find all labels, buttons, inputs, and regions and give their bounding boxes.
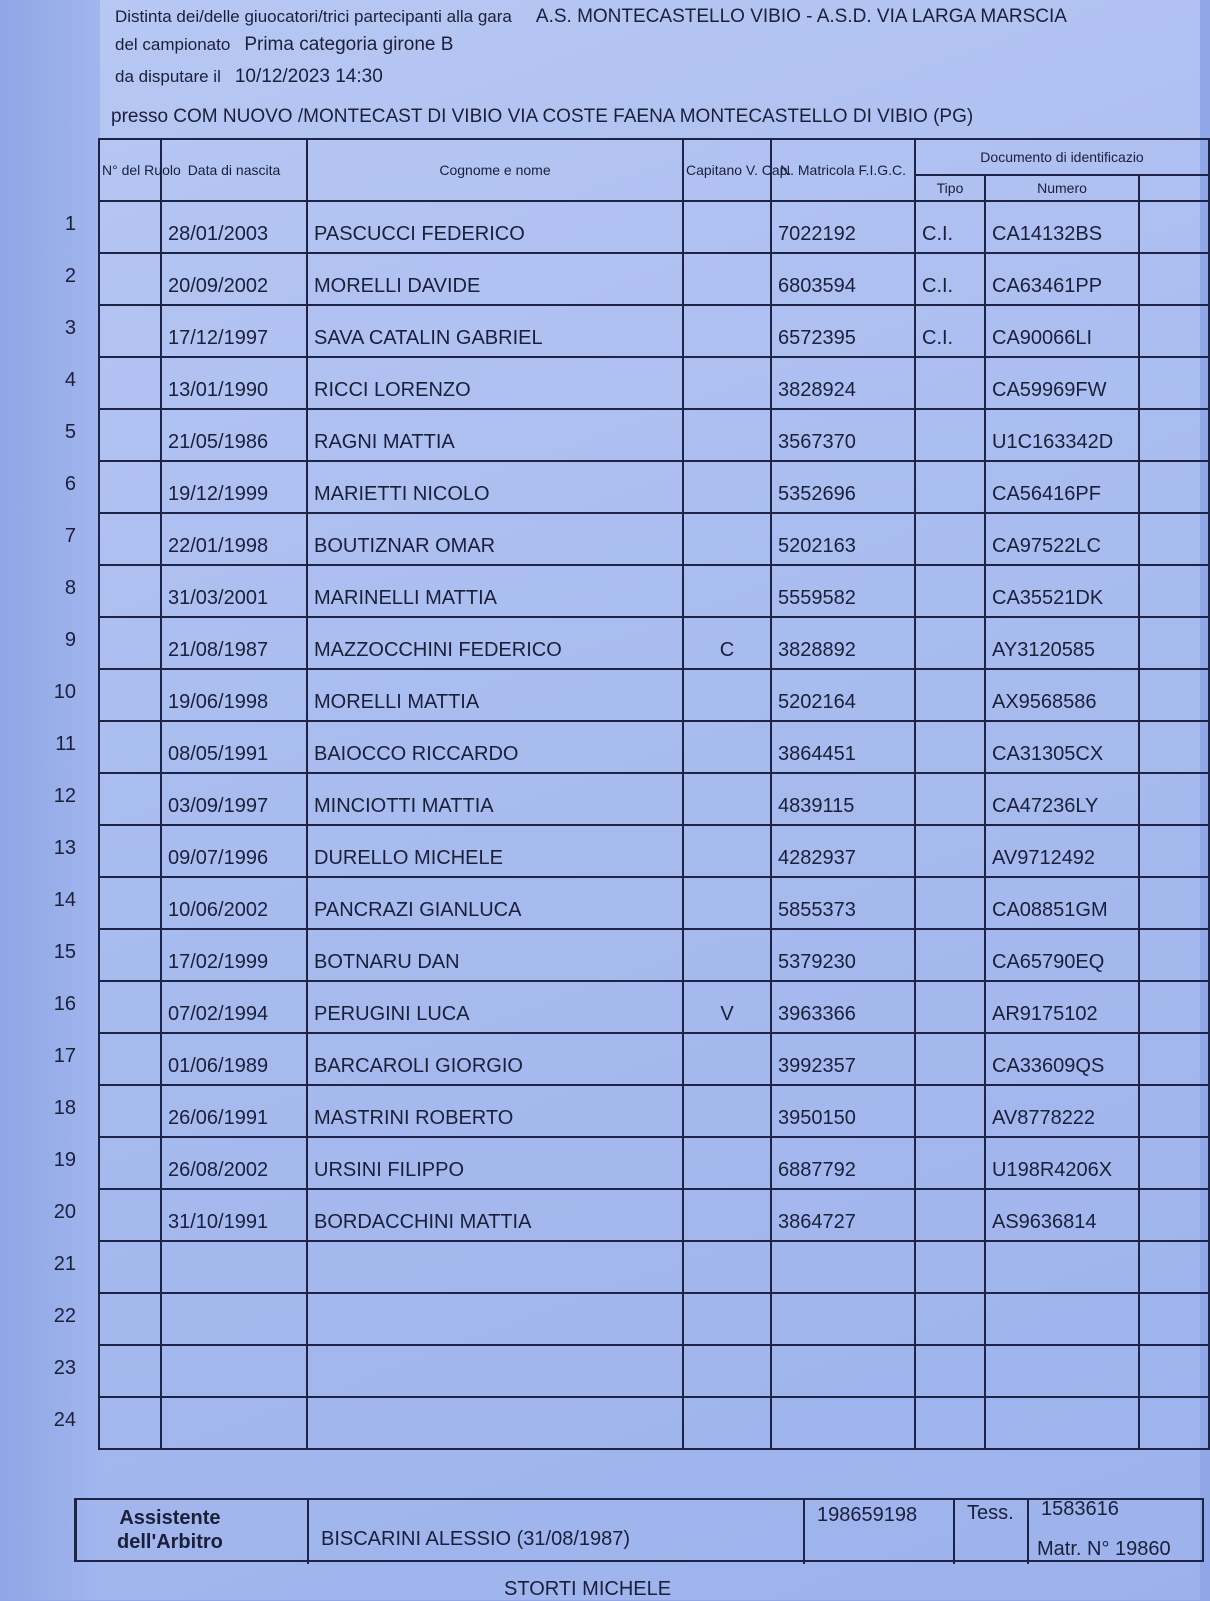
cell-doc-number: AX9568586 <box>985 669 1139 721</box>
cell-captain <box>683 825 771 877</box>
cell-doc-number: CA63461PP <box>985 253 1139 305</box>
row-number: 1 <box>64 213 76 235</box>
cell-doc-number <box>985 1241 1139 1293</box>
table-row <box>99 201 1209 253</box>
cell-dob: 31/03/2001 <box>161 565 307 617</box>
table-row <box>99 617 1209 669</box>
cell-doc-number: AV8778222 <box>985 1085 1139 1137</box>
header-line-match <box>115 6 1067 28</box>
cell-matricola: 6803594 <box>771 253 915 305</box>
cell-doc-number: CA08851GM <box>985 877 1139 929</box>
cell-matricola: 4282937 <box>771 825 915 877</box>
cell-extra <box>1139 617 1209 669</box>
cell-matricola: 3963366 <box>771 981 915 1033</box>
cell-name: BARCAROLI GIORGIO <box>307 1033 683 1085</box>
cell-captain <box>683 669 771 721</box>
cell-captain <box>683 773 771 825</box>
cell-doc-number: CA31305CX <box>985 721 1139 773</box>
cell-matricola <box>771 1241 915 1293</box>
cell-dob <box>161 1397 307 1449</box>
cell-captain <box>683 1345 771 1397</box>
header-matricola: N. Matricola F.I.G.C. <box>771 139 915 201</box>
header-documento: Documento di identificazio <box>915 139 1209 175</box>
matricola-number: Matr. N° 19860 <box>1037 1538 1171 1560</box>
table-row <box>99 929 1209 981</box>
cell-doc-type <box>915 825 985 877</box>
cell-matricola: 3828924 <box>771 357 915 409</box>
cell-doc-type <box>915 357 985 409</box>
cell-doc-number: AR9175102 <box>985 981 1139 1033</box>
cell-dob: 17/12/1997 <box>161 305 307 357</box>
cell-dob: 19/12/1999 <box>161 461 307 513</box>
cell-doc-number <box>985 1397 1139 1449</box>
cell-doc-number: AV9712492 <box>985 825 1139 877</box>
row-number: 22 <box>53 1305 76 1327</box>
cell-ruolo <box>99 305 161 357</box>
table-row <box>99 1189 1209 1241</box>
cell-doc-type <box>915 721 985 773</box>
cell-matricola: 5855373 <box>771 877 915 929</box>
row-number: 8 <box>64 577 76 599</box>
players-body <box>99 201 1209 1449</box>
row-number: 16 <box>53 993 76 1015</box>
cell-extra <box>1139 565 1209 617</box>
cell-matricola: 3864451 <box>771 721 915 773</box>
header-tipo: Tipo <box>915 175 985 201</box>
cell-extra <box>1139 1189 1209 1241</box>
cell-doc-number: CA47236LY <box>985 773 1139 825</box>
table-row <box>99 1085 1209 1137</box>
cell-doc-type <box>915 513 985 565</box>
cell-captain <box>683 929 771 981</box>
cell-ruolo <box>99 877 161 929</box>
cell-extra <box>1139 305 1209 357</box>
assistant-label <box>117 1506 223 1554</box>
table-row <box>99 461 1209 513</box>
row-number: 4 <box>64 369 76 391</box>
cell-extra <box>1139 981 1209 1033</box>
table-row <box>99 1345 1209 1397</box>
match-label: Distinta dei/delle giuocatori/trici partecipanti alla gara <box>115 7 512 26</box>
table-row <box>99 253 1209 305</box>
table-row <box>99 357 1209 409</box>
cell-matricola: 3828892 <box>771 617 915 669</box>
cell-captain: C <box>683 617 771 669</box>
cell-doc-type <box>915 669 985 721</box>
cell-extra <box>1139 409 1209 461</box>
row-number: 11 <box>55 733 76 755</box>
assistant-row <box>74 1498 1204 1562</box>
cell-captain <box>683 513 771 565</box>
cell-extra <box>1139 357 1209 409</box>
cell-doc-type <box>915 617 985 669</box>
table-row <box>99 1137 1209 1189</box>
cell-captain <box>683 565 771 617</box>
cell-extra <box>1139 1033 1209 1085</box>
cell-captain <box>683 305 771 357</box>
row-number: 20 <box>53 1201 76 1223</box>
table-row <box>99 305 1209 357</box>
cell-name: SAVA CATALIN GABRIEL <box>307 305 683 357</box>
row-number: 24 <box>53 1409 76 1431</box>
cell-ruolo <box>99 1241 161 1293</box>
date-value: 10/12/2023 14:30 <box>234 66 383 87</box>
championship-label: del campionato <box>115 35 231 54</box>
cell-name: RICCI LORENZO <box>307 357 683 409</box>
assistant-name: BISCARINI ALESSIO (31/08/1987) <box>321 1528 631 1550</box>
row-number: 17 <box>53 1045 76 1067</box>
cell-ruolo <box>99 409 161 461</box>
table-row <box>99 1241 1209 1293</box>
cell-matricola: 3567370 <box>771 409 915 461</box>
cell-ruolo <box>99 1137 161 1189</box>
row-number: 6 <box>64 473 76 495</box>
cell-ruolo <box>99 1189 161 1241</box>
cell-extra <box>1139 929 1209 981</box>
cell-ruolo <box>99 825 161 877</box>
cell-doc-type <box>915 773 985 825</box>
row-number: 18 <box>53 1097 76 1119</box>
team-manager-name: STORTI MICHELE <box>504 1578 672 1600</box>
cell-matricola: 6887792 <box>771 1137 915 1189</box>
cell-doc-number: CA35521DK <box>985 565 1139 617</box>
cell-ruolo <box>99 357 161 409</box>
cell-dob: 03/09/1997 <box>161 773 307 825</box>
cell-dob: 20/09/2002 <box>161 253 307 305</box>
cell-matricola: 5559582 <box>771 565 915 617</box>
cell-matricola <box>771 1345 915 1397</box>
row-number: 12 <box>53 785 76 807</box>
cell-doc-type <box>915 1189 985 1241</box>
cell-dob: 26/06/1991 <box>161 1085 307 1137</box>
cell-dob: 19/06/1998 <box>161 669 307 721</box>
tess-label: Tess. <box>967 1502 1014 1524</box>
header-line-championship <box>115 34 453 56</box>
table-row <box>99 409 1209 461</box>
header-line-date <box>115 66 383 88</box>
header-capitano: Capitano V. Cap. <box>683 139 771 201</box>
header-numero: Numero <box>985 175 1139 201</box>
cell-doc-type <box>915 929 985 981</box>
cell-doc-number: CA59969FW <box>985 357 1139 409</box>
cell-dob: 17/02/1999 <box>161 929 307 981</box>
cell-ruolo <box>99 253 161 305</box>
row-number: 23 <box>53 1357 76 1379</box>
header-nome: Cognome e nome <box>307 139 683 201</box>
cell-extra <box>1139 253 1209 305</box>
cell-extra <box>1139 513 1209 565</box>
table-row <box>99 1033 1209 1085</box>
date-label: da disputare il <box>115 67 221 86</box>
cell-dob: 13/01/1990 <box>161 357 307 409</box>
cell-dob: 21/08/1987 <box>161 617 307 669</box>
table-row <box>99 1293 1209 1345</box>
cell-name: URSINI FILIPPO <box>307 1137 683 1189</box>
cell-extra <box>1139 877 1209 929</box>
cell-ruolo <box>99 981 161 1033</box>
cell-matricola <box>771 1293 915 1345</box>
cell-matricola: 3992357 <box>771 1033 915 1085</box>
tess-value: 1583616 <box>1041 1498 1119 1520</box>
cell-doc-number <box>985 1293 1139 1345</box>
cell-captain: V <box>683 981 771 1033</box>
cell-matricola: 5379230 <box>771 929 915 981</box>
cell-name: MARINELLI MATTIA <box>307 565 683 617</box>
cell-doc-type <box>915 1397 985 1449</box>
match-teams: A.S. MONTECASTELLO VIBIO - A.S.D. VIA LARGA MARSCIA <box>535 6 1067 27</box>
table-row <box>99 773 1209 825</box>
championship-value: Prima categoria girone B <box>244 34 454 55</box>
cell-dob: 01/06/1989 <box>161 1033 307 1085</box>
assistant-label-line1: Assistente <box>119 1507 221 1529</box>
cell-name: MINCIOTTI MATTIA <box>307 773 683 825</box>
cell-extra <box>1139 1241 1209 1293</box>
cell-ruolo <box>99 461 161 513</box>
venue-line: presso COM NUOVO /MONTECAST DI VIBIO VIA COSTE FAENA MONTECASTELLO DI VIBIO (PG) <box>111 106 974 127</box>
cell-doc-number: CA90066LI <box>985 305 1139 357</box>
row-number: 13 <box>53 837 76 859</box>
cell-captain <box>683 1137 771 1189</box>
cell-captain <box>683 721 771 773</box>
footer-divider <box>1027 1500 1029 1564</box>
cell-matricola: 6572395 <box>771 305 915 357</box>
cell-captain <box>683 461 771 513</box>
cell-captain <box>683 1397 771 1449</box>
cell-doc-number: AS9636814 <box>985 1189 1139 1241</box>
cell-name: PANCRAZI GIANLUCA <box>307 877 683 929</box>
cell-doc-number: CA33609QS <box>985 1033 1139 1085</box>
cell-doc-type <box>915 409 985 461</box>
cell-extra <box>1139 773 1209 825</box>
cell-name <box>307 1241 683 1293</box>
cell-doc-number <box>985 1345 1139 1397</box>
row-number: 21 <box>53 1253 76 1275</box>
cell-matricola: 5202163 <box>771 513 915 565</box>
row-numbers <box>30 198 80 1446</box>
cell-extra <box>1139 669 1209 721</box>
cell-matricola: 3950150 <box>771 1085 915 1137</box>
row-number: 5 <box>64 421 76 443</box>
cell-name <box>307 1397 683 1449</box>
assistant-label-line2: dell'Arbitro <box>117 1531 223 1553</box>
cell-doc-type <box>915 565 985 617</box>
table-row <box>99 877 1209 929</box>
row-number: 14 <box>53 889 76 911</box>
header-ruolo: N° del Ruolo <box>99 139 161 201</box>
cell-doc-type <box>915 1241 985 1293</box>
cell-doc-number: CA56416PF <box>985 461 1139 513</box>
cell-doc-number: CA14132BS <box>985 201 1139 253</box>
cell-doc-type <box>915 1085 985 1137</box>
cell-captain <box>683 1033 771 1085</box>
cell-extra <box>1139 1345 1209 1397</box>
cell-name: BORDACCHINI MATTIA <box>307 1189 683 1241</box>
row-number: 2 <box>64 265 76 287</box>
cell-captain <box>683 253 771 305</box>
table-row <box>99 721 1209 773</box>
cell-matricola <box>771 1397 915 1449</box>
cell-extra <box>1139 201 1209 253</box>
cell-ruolo <box>99 1033 161 1085</box>
table-row <box>99 513 1209 565</box>
cell-extra <box>1139 1397 1209 1449</box>
cell-extra <box>1139 825 1209 877</box>
cell-ruolo <box>99 721 161 773</box>
cell-ruolo <box>99 929 161 981</box>
cell-ruolo <box>99 565 161 617</box>
cell-matricola: 4839115 <box>771 773 915 825</box>
document-header <box>105 0 1200 140</box>
cell-doc-type <box>915 1033 985 1085</box>
cell-doc-type: C.I. <box>915 253 985 305</box>
cell-ruolo <box>99 669 161 721</box>
cell-doc-number: CA97522LC <box>985 513 1139 565</box>
cell-name: BAIOCCO RICCARDO <box>307 721 683 773</box>
cell-matricola: 7022192 <box>771 201 915 253</box>
cell-name: PASCUCCI FEDERICO <box>307 201 683 253</box>
cell-captain <box>683 877 771 929</box>
cell-doc-number: CA65790EQ <box>985 929 1139 981</box>
cell-captain <box>683 1189 771 1241</box>
cell-extra <box>1139 1137 1209 1189</box>
cell-ruolo <box>99 1293 161 1345</box>
footer-divider <box>307 1500 309 1564</box>
cell-dob: 08/05/1991 <box>161 721 307 773</box>
row-number: 15 <box>53 941 76 963</box>
cell-name: MASTRINI ROBERTO <box>307 1085 683 1137</box>
cell-dob: 31/10/1991 <box>161 1189 307 1241</box>
cell-dob: 21/05/1986 <box>161 409 307 461</box>
cell-matricola: 3864727 <box>771 1189 915 1241</box>
cell-captain <box>683 1241 771 1293</box>
row-number: 7 <box>64 525 76 547</box>
cell-dob <box>161 1241 307 1293</box>
cell-extra <box>1139 461 1209 513</box>
cell-ruolo <box>99 1345 161 1397</box>
cell-doc-type <box>915 877 985 929</box>
row-number: 10 <box>53 681 76 703</box>
cell-extra <box>1139 1293 1209 1345</box>
cell-name: BOUTIZNAR OMAR <box>307 513 683 565</box>
cell-doc-type <box>915 461 985 513</box>
table-row <box>99 825 1209 877</box>
footer-section <box>74 1498 1204 1600</box>
cell-captain <box>683 1085 771 1137</box>
header-extra <box>1139 175 1209 201</box>
cell-doc-number: AY3120585 <box>985 617 1139 669</box>
cell-dob: 28/01/2003 <box>161 201 307 253</box>
table-row <box>99 565 1209 617</box>
footer-divider <box>953 1500 955 1564</box>
cell-captain <box>683 409 771 461</box>
cell-dob: 10/06/2002 <box>161 877 307 929</box>
cell-name: BOTNARU DAN <box>307 929 683 981</box>
cell-ruolo <box>99 617 161 669</box>
cell-matricola: 5352696 <box>771 461 915 513</box>
cell-doc-type: C.I. <box>915 305 985 357</box>
table-row <box>99 981 1209 1033</box>
cell-doc-number: U1C163342D <box>985 409 1139 461</box>
cell-ruolo <box>99 773 161 825</box>
table-row <box>99 1397 1209 1449</box>
cell-captain <box>683 357 771 409</box>
cell-extra <box>1139 721 1209 773</box>
cell-ruolo <box>99 1397 161 1449</box>
cell-name <box>307 1293 683 1345</box>
cell-dob: 09/07/1996 <box>161 825 307 877</box>
cell-name: RAGNI MATTIA <box>307 409 683 461</box>
cell-doc-number: U198R4206X <box>985 1137 1139 1189</box>
cell-name: MAZZOCCHINI FEDERICO <box>307 617 683 669</box>
cell-extra <box>1139 1085 1209 1137</box>
cell-dob: 07/02/1994 <box>161 981 307 1033</box>
cell-doc-type: C.I. <box>915 201 985 253</box>
cell-captain <box>683 1293 771 1345</box>
cell-doc-type <box>915 1293 985 1345</box>
cell-matricola: 5202164 <box>771 669 915 721</box>
cell-ruolo <box>99 1085 161 1137</box>
players-table <box>98 138 1210 1450</box>
cell-name: PERUGINI LUCA <box>307 981 683 1033</box>
cell-ruolo <box>99 201 161 253</box>
cell-name: DURELLO MICHELE <box>307 825 683 877</box>
cell-name: MORELLI DAVIDE <box>307 253 683 305</box>
cell-captain <box>683 201 771 253</box>
cell-doc-type <box>915 1345 985 1397</box>
cell-dob: 26/08/2002 <box>161 1137 307 1189</box>
cell-dob: 22/01/1998 <box>161 513 307 565</box>
cell-doc-type <box>915 1137 985 1189</box>
cell-name <box>307 1345 683 1397</box>
cell-dob <box>161 1345 307 1397</box>
cell-name: MARIETTI NICOLO <box>307 461 683 513</box>
cell-dob <box>161 1293 307 1345</box>
cell-doc-type <box>915 981 985 1033</box>
cell-ruolo <box>99 513 161 565</box>
row-number: 19 <box>53 1149 76 1171</box>
table-row <box>99 669 1209 721</box>
footer-divider <box>803 1500 805 1564</box>
header-nascita: Data di nascita <box>161 139 307 201</box>
row-number: 3 <box>64 317 76 339</box>
cell-name: MORELLI MATTIA <box>307 669 683 721</box>
row-number: 9 <box>64 629 76 651</box>
assistant-code: 198659198 <box>817 1504 918 1526</box>
